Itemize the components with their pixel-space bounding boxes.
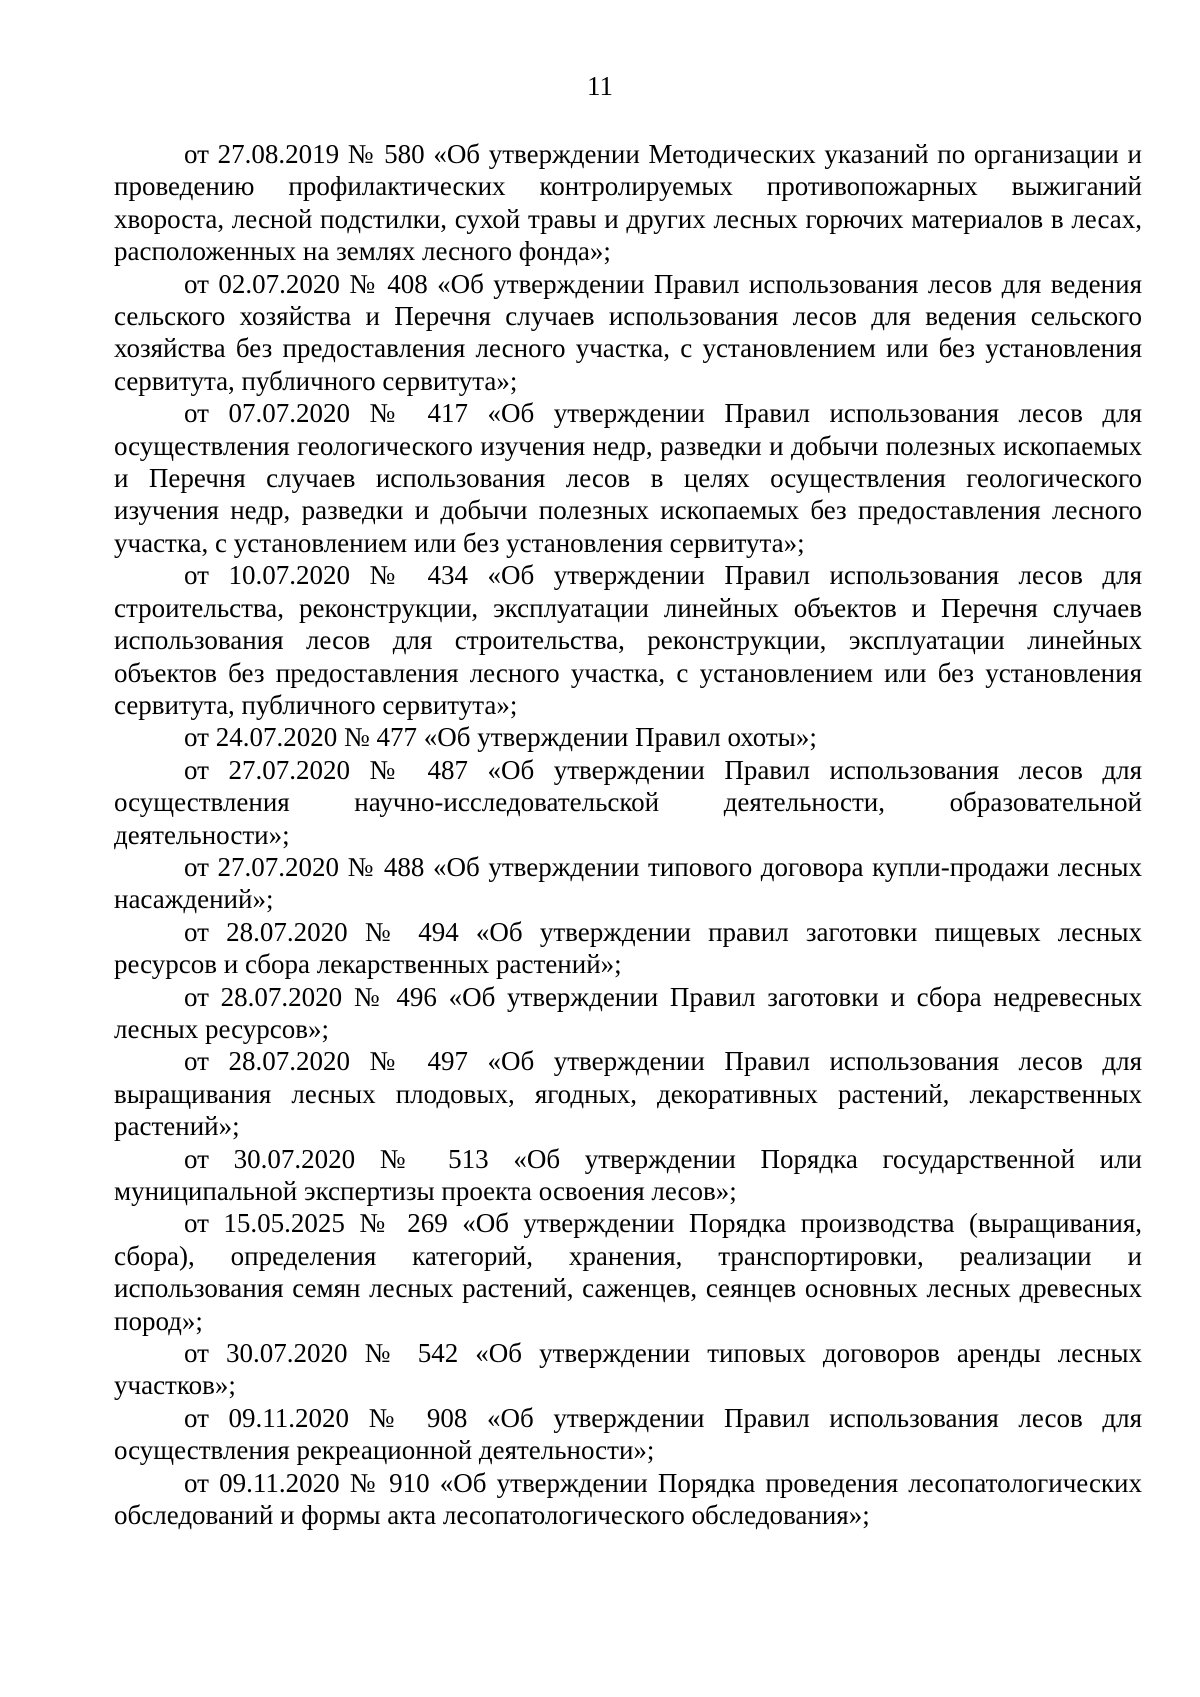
document-body [114,138,1142,1531]
list-item: от 30.07.2020 № 513 «Об утверждении Порядка государственной или муниципальной экспертизы проекта освоения лесов»; [114,1143,1142,1206]
list-item: от 27.08.2019 № 580 «Об утверждении Методических указаний по организации и проведению профилактических контролируемых противопожарных выжиганий хвороста, лесной подстилки, сухой травы и других лесных горючих материалов в лесах, расположенных на землях лесного фонда»; [114,139,1142,267]
list-item: от 09.11.2020 № 910 «Об утверждении Порядка проведения лесопатологических обследований и формы акта лесопатологического обследования»; [114,1467,1142,1531]
list-item: от 30.07.2020 № 542 «Об утверждении типовых договоров аренды лесных участков»; [114,1338,1142,1401]
list-item: от 27.07.2020 № 487 «Об утверждении Правил использования лесов для осуществления научно-исследовательской деятельности, образовательной деятельности»; [114,754,1142,850]
list-item: от 15.05.2025 № 269 «Об утверждении Порядка производства (выращивания, сбора), определения категорий, хранения, транспортировки, реализации и использования семян лесных растений, саженцев, сеянцев основных лесных древесных пород»; [114,1208,1142,1336]
list-item: от 28.07.2020 № 494 «Об утверждении правил заготовки пищевых лесных ресурсов и сбора лекарственных растений»; [114,916,1142,980]
page-number: 11 [587,71,613,101]
list-item: от 24.07.2020 № 477 «Об утверждении Правил охоты»; [184,722,817,753]
list-item: от 09.11.2020 № 908 «Об утверждении Правил использования лесов для осуществления рекреационной деятельности»; [114,1402,1142,1466]
list-item: от 27.07.2020 № 488 «Об утверждении типового договора купли-продажи лесных насаждений»; [114,851,1142,915]
list-item: от 10.07.2020 № 434 «Об утверждении Правил использования лесов для строительства, реконструкции, эксплуатации линейных объектов и Перечня случаев использования лесов для строительства, реконструкции, эксплуатации линейных объектов без предоставления лесного участка, с установлением или без установления сервитута, публичного сервитута»; [114,560,1142,720]
list-item: от 07.07.2020 № 417 «Об утверждении Правил использования лесов для осуществления геологического изучения недр, разведки и добычи полезных ископаемых и Перечня случаев использования лесов в целях осуществления геологического изучения недр, разведки и добычи полезных ископаемых без предоставления лесного участка, с установлением или без установления сервитута»; [114,398,1142,558]
list-item: от 28.07.2020 № 497 «Об утверждении Правил использования лесов для выращивания лесных плодовых, ягодных, декоративных растений, лекарственных растений»; [114,1046,1142,1142]
list-item: от 02.07.2020 № 408 «Об утверждении Правил использования лесов для ведения сельского хозяйства и Перечня случаев использования лесов для ведения сельского хозяйства без предоставления лесного участка, с установлением или без установления сервитута, публичного сервитута»; [114,268,1142,396]
list-item: от 28.07.2020 № 496 «Об утверждении Правил заготовки и сбора недревесных лесных ресурсов»; [114,981,1142,1044]
